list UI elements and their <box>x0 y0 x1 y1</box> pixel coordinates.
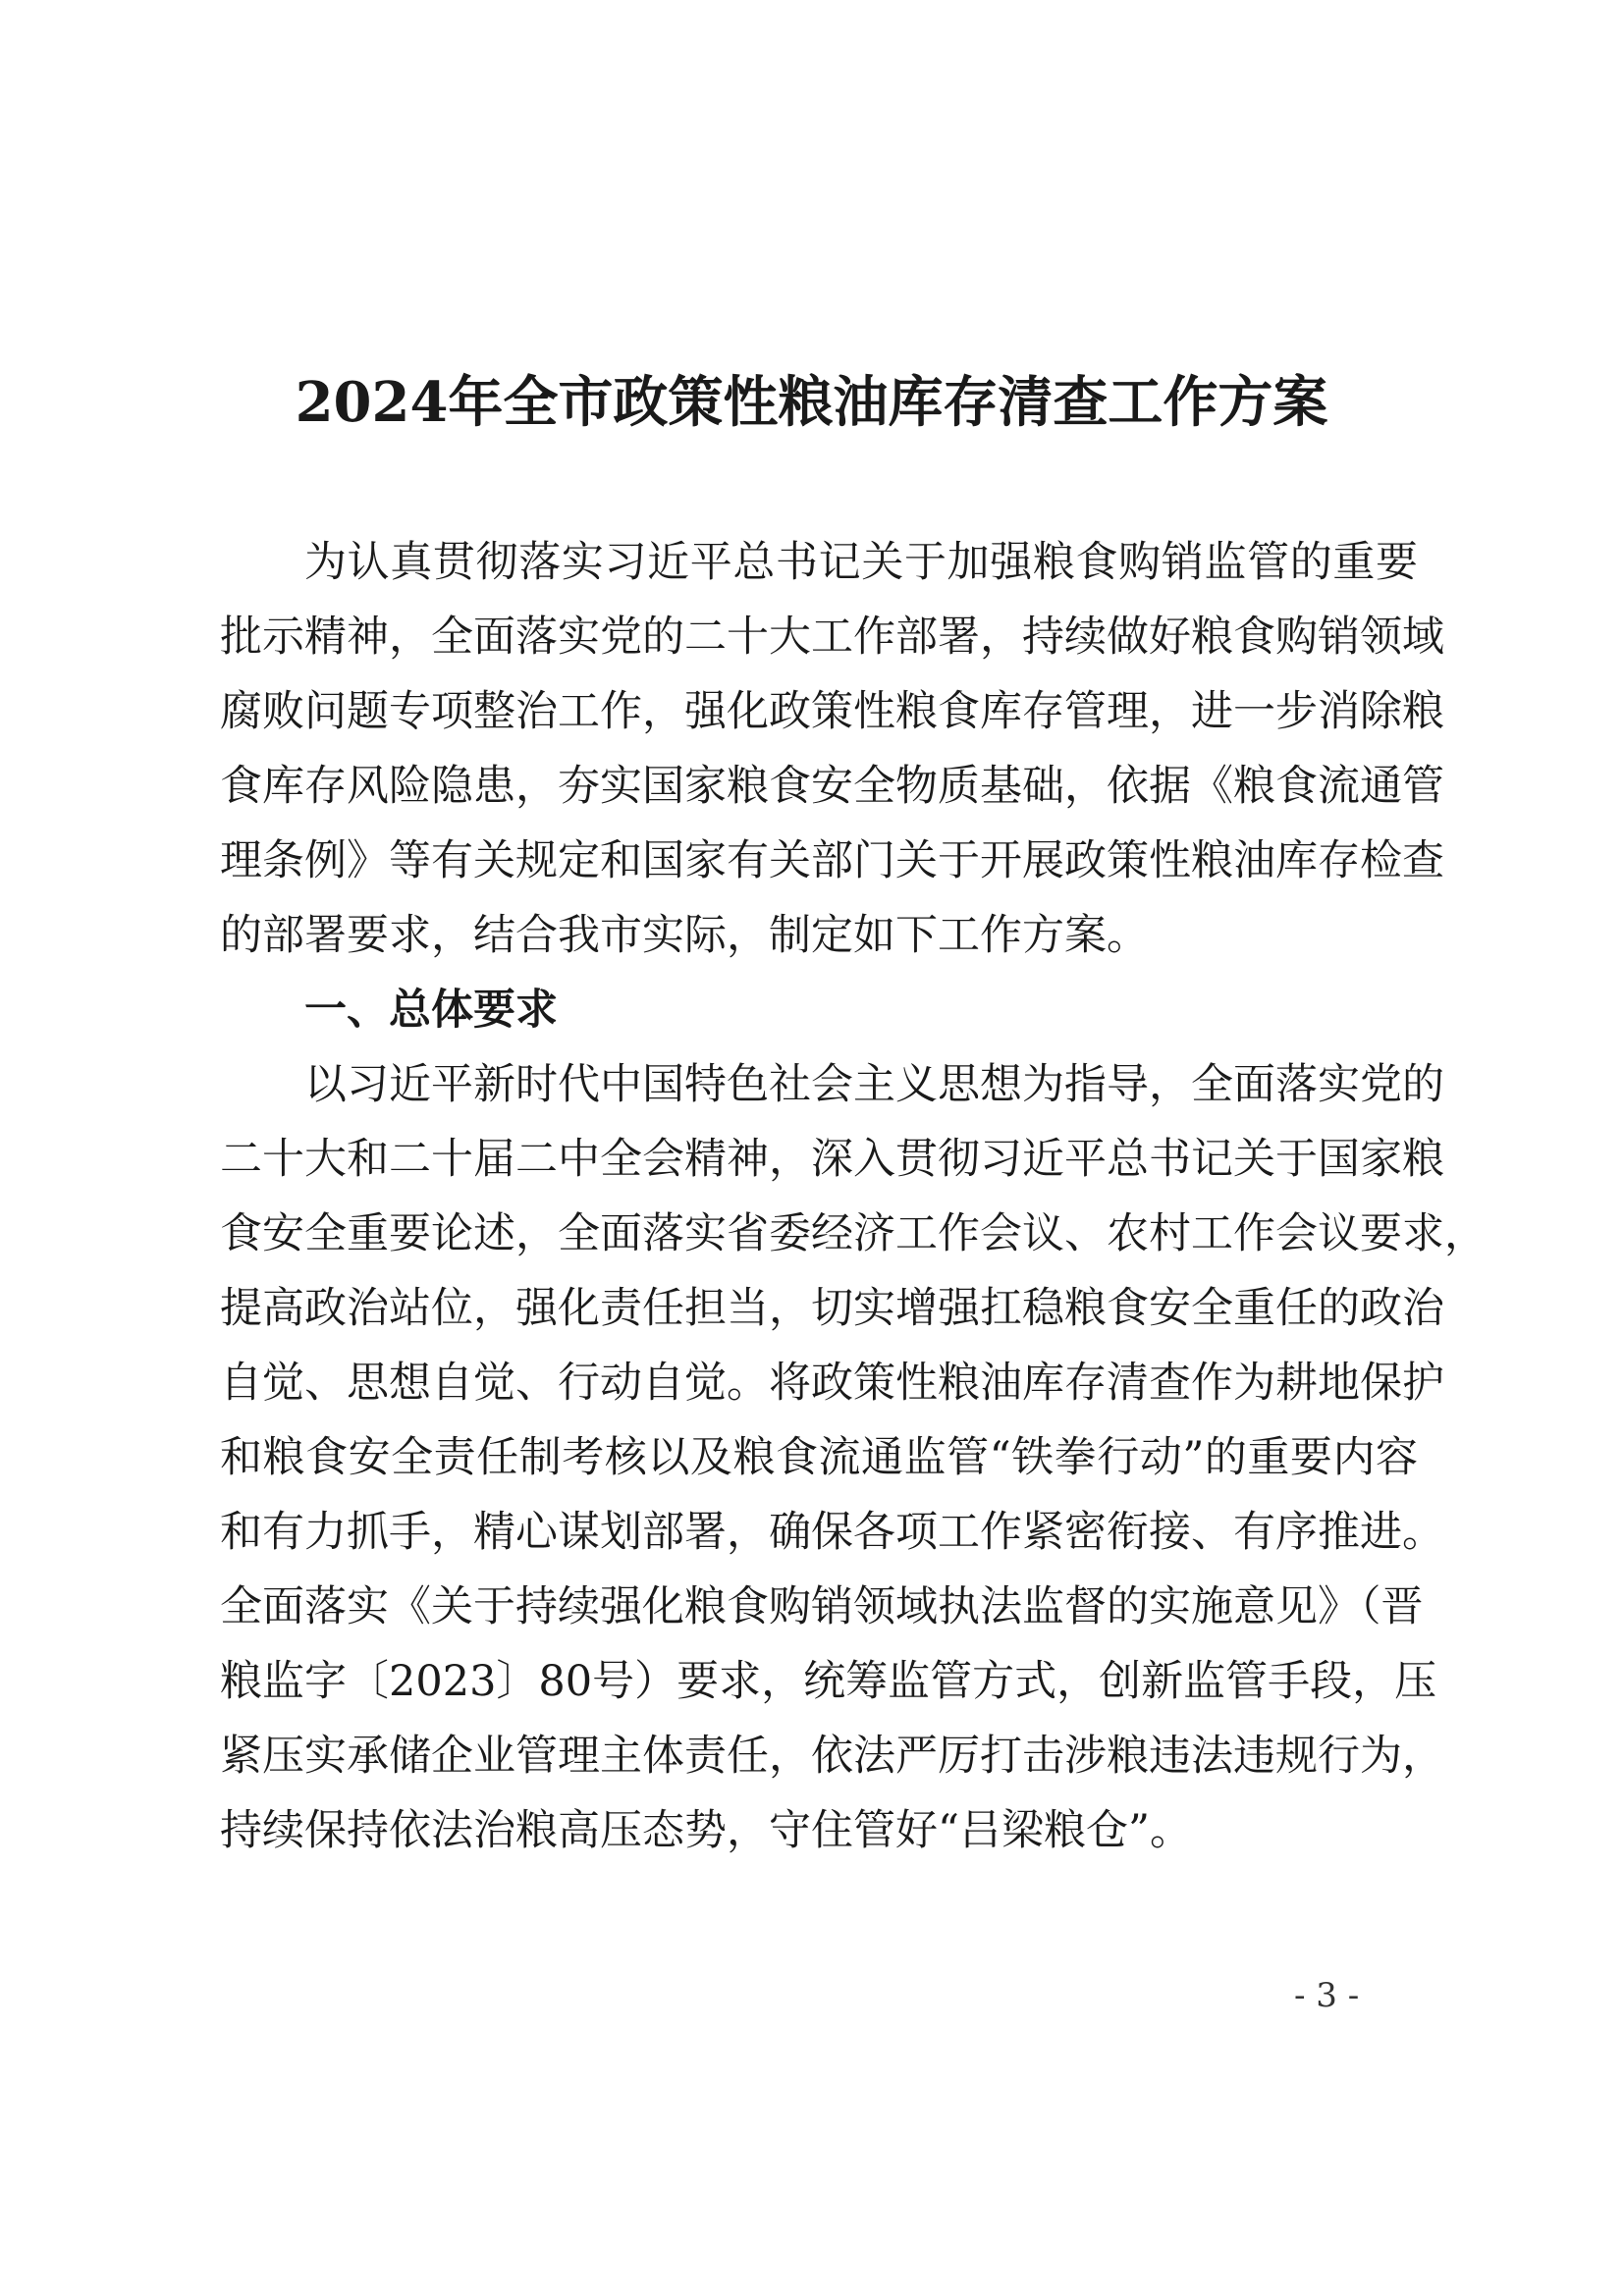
paragraph-line: 持续保持依法治粮高压态势，守住管好“吕梁粮仓”。 <box>220 1806 1192 1855</box>
paragraph-line: 为认真贯彻落实习近平总书记关于加强粮食购销监管的重要 <box>304 538 1418 587</box>
paragraph-line: 以习近平新时代中国特色社会主义思想为指导，全面落实党的 <box>304 1060 1444 1109</box>
paragraph-line: 二十大和二十届二中全会精神，深入贯彻习近平总书记关于国家粮 <box>220 1135 1444 1184</box>
paragraph-line: 和粮食安全责任制考核以及粮食流通监管“铁拳行动”的重要内容 <box>220 1433 1418 1482</box>
paragraph-line: 全面落实《关于持续强化粮食购销领域执法监督的实施意见》（晋 <box>220 1582 1424 1631</box>
paragraph-line: 理条例》等有关规定和国家有关部门关于开展政策性粮油库存检查 <box>220 836 1444 885</box>
paragraph-line: 提高政治站位，强化责任担当，切实增强扛稳粮食安全重任的政治 <box>220 1284 1444 1333</box>
paragraph-line: 批示精神，全面落实党的二十大工作部署，持续做好粮食购销领域 <box>220 613 1444 662</box>
paragraph-line: 腐败问题专项整治工作，强化政策性粮食库存管理，进一步消除粮 <box>220 687 1444 736</box>
document-body <box>220 525 1487 1868</box>
document-title: 2024年全市政策性粮油库存清查工作方案 <box>295 370 1328 435</box>
paragraph-line: 食安全重要论述，全面落实省委经济工作会议、农村工作会议要求， <box>220 1209 1487 1258</box>
paragraph-line: 紧压实承储企业管理主体责任，依法严厉打击涉粮违法违规行为， <box>220 1732 1444 1781</box>
paragraph-line: 的部署要求，结合我市实际，制定如下工作方案。 <box>220 911 1149 960</box>
paragraph-line: 和有力抓手，精心谋划部署，确保各项工作紧密衔接、有序推进。 <box>220 1508 1444 1557</box>
paragraph-line: 食库存风险隐患，夯实国家粮食安全物质基础，依据《粮食流通管 <box>220 762 1444 811</box>
page-number: - 3 - <box>1294 1976 1360 2015</box>
paragraph-line: 粮监字〔2023〕80号）要求，统筹监管方式，创新监管手段，压 <box>220 1657 1437 1706</box>
paragraph-line: 自觉、思想自觉、行动自觉。将政策性粮油库存清查作为耕地保护 <box>220 1359 1444 1408</box>
section-heading: 一、总体要求 <box>304 986 558 1035</box>
